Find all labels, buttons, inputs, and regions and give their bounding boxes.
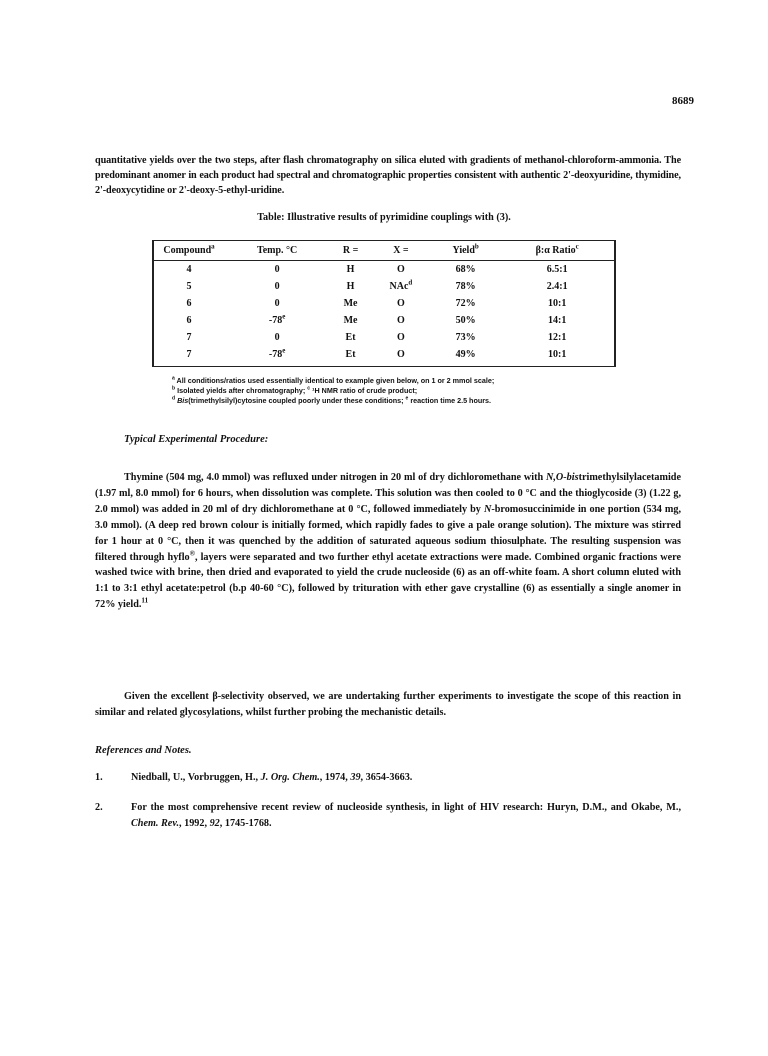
conclusion-paragraph: Given the excellent β-selectivity observed, we are undertaking further experiments to investigate the scope of this reaction in similar and related glycosylations, whilst further probing the mechanistic details. bbox=[95, 691, 681, 718]
cell-ratio: 10:1 bbox=[547, 349, 567, 360]
header-compound: Compound$^a$ bbox=[154, 241, 224, 261]
header-yield: Yield$^b$ bbox=[431, 241, 500, 261]
cell-ratio: 2.4:1 bbox=[546, 281, 568, 292]
cell-r: Et bbox=[345, 332, 356, 343]
cell-yield: 68% bbox=[455, 264, 476, 275]
cell-compound: 5 bbox=[186, 281, 192, 292]
cell-r: Me bbox=[343, 315, 358, 326]
cell-temp: -78e bbox=[268, 312, 286, 326]
table-caption-text: Illustrative results of pyrimidine couplings with (3). bbox=[284, 212, 511, 223]
cell-yield: 50% bbox=[455, 315, 476, 326]
cell-r: H bbox=[346, 264, 355, 275]
cell-x: O bbox=[397, 315, 405, 326]
cell-compound: 7 bbox=[186, 332, 192, 343]
cell-r: Me bbox=[343, 298, 358, 309]
cell-temp: 0 bbox=[274, 298, 280, 309]
table-row bbox=[154, 261, 614, 279]
cell-yield: 72% bbox=[455, 298, 476, 309]
reference-text: For the most comprehensive recent review of nucleoside synthesis, in light of HIV research: Huryn, D.M., and Okabe, M., Chem. Rev., 1992, 92, 1745-1768. bbox=[131, 802, 681, 829]
cell-x: O bbox=[397, 264, 405, 275]
cell-yield: 78% bbox=[455, 281, 476, 292]
cell-r: Et bbox=[345, 349, 356, 360]
procedure-paragraph: Thymine (504 mg, 4.0 mmol) was refluxed under nitrogen in 20 ml of dry dichloromethane with N,O-bistrimethylsilylacetamide (1.97 ml, 8.0 mmol) for 6 hours, when dissolution was complete. This solution was then cooled to 0 °C and the thioglycoside (3) (1.22 g, 2.0 mmol) was added in 20 ml of dry dichloromethane at 0 °C, followed immediately by N-bromosuccinimide in one portion (534 mg, 3.0 mmol). (A deep red brown colour is initially formed, which rapidly fades to give a pale orange solution). The mixture was stirred for 1 hour at 0 °C, then it was quenched by the addition of saturated aqueous sodium thiosulphate. The resulting suspension was filtered through hyflo®, layers were separated and two further ethyl acetate extractions were made. Combined organic fractions were washed twice with brine, then dried and evaporated to yield the crude nucleoside (6) as an off-white foam. A short column eluted with 1:1 to 3:1 ethyl acetate:petrol (b.p 40-60 °C), followed by trituration with ether gave crystalline (6) as essentially a single anomer in 72% yield.$^{11}$ bbox=[95, 472, 682, 611]
cell-yield: 49% bbox=[455, 349, 476, 360]
header-x: X = bbox=[371, 241, 431, 261]
cell-ratio: 10:1 bbox=[547, 298, 567, 309]
table-caption-label: Table: bbox=[257, 212, 285, 223]
reference-item bbox=[95, 770, 681, 786]
cell-temp: -78e bbox=[268, 346, 286, 360]
cell-r: H bbox=[346, 281, 355, 292]
cell-ratio: 6.5:1 bbox=[546, 264, 568, 275]
cell-ratio: 12:1 bbox=[547, 332, 567, 343]
table-caption bbox=[0, 212, 768, 223]
cell-x: O bbox=[397, 349, 405, 360]
intro-paragraph: quantitative yields over the two steps, after flash chromatography on silica eluted with gradients of methanol-chloroform-ammonia. The predominant anomer in each product had spectral and chromatographic properties consistent with authentic 2'-deoxyuridine, thymidine, 2'-deoxycytidine or 2'-deoxy-5-ethyl-uridine. bbox=[95, 155, 681, 196]
table-row bbox=[154, 278, 614, 295]
cell-compound: 4 bbox=[186, 264, 192, 275]
page-number: 8689 bbox=[672, 95, 694, 107]
results-table bbox=[154, 241, 614, 363]
cell-x: O bbox=[397, 298, 405, 309]
cell-ratio: 14:1 bbox=[547, 315, 567, 326]
table-row bbox=[154, 346, 614, 363]
footnote-a: $^a$ All conditions/ratios used essentially identical to example given below, on 1 or 2 mmol scale; bbox=[172, 375, 495, 385]
table-header-row bbox=[154, 241, 614, 261]
cell-compound: 6 bbox=[186, 298, 192, 309]
reference-number: 1. bbox=[95, 772, 103, 783]
footnote-b-c: $^b$ Isolated yields after chromatography; $^c$ ¹H NMR ratio of crude product; bbox=[172, 385, 418, 395]
cell-temp: 0 bbox=[274, 264, 280, 275]
reference-item bbox=[95, 800, 681, 831]
procedure-heading: Typical Experimental Procedure: bbox=[124, 434, 269, 445]
cell-yield: 73% bbox=[455, 332, 476, 343]
header-r: R = bbox=[330, 241, 371, 261]
header-temp: Temp. °C bbox=[224, 241, 330, 261]
cell-compound: 6 bbox=[186, 315, 192, 326]
table-row bbox=[154, 329, 614, 346]
table-footnotes bbox=[172, 376, 652, 406]
table-row bbox=[154, 312, 614, 329]
cell-compound: 7 bbox=[186, 349, 192, 360]
reference-number: 2. bbox=[95, 802, 103, 813]
cell-temp: 0 bbox=[274, 332, 280, 343]
cell-x: O bbox=[397, 332, 405, 343]
cell-temp: 0 bbox=[274, 281, 280, 292]
results-table-box bbox=[152, 240, 616, 367]
references-heading: References and Notes. bbox=[95, 745, 192, 756]
header-ratio: β:α Ratio$^c$ bbox=[500, 241, 614, 261]
footnote-d-e: $^d$ Bis(trimethylsilyl)cytosine coupled poorly under these conditions; $^e$ reaction time 2.5 hours. bbox=[172, 395, 492, 405]
table-row bbox=[154, 295, 614, 312]
cell-x: NAc$^d$ bbox=[389, 278, 413, 292]
reference-text: Niedball, U., Vorbruggen, H., J. Org. Chem., 1974, 39, 3654-3663. bbox=[131, 772, 413, 783]
